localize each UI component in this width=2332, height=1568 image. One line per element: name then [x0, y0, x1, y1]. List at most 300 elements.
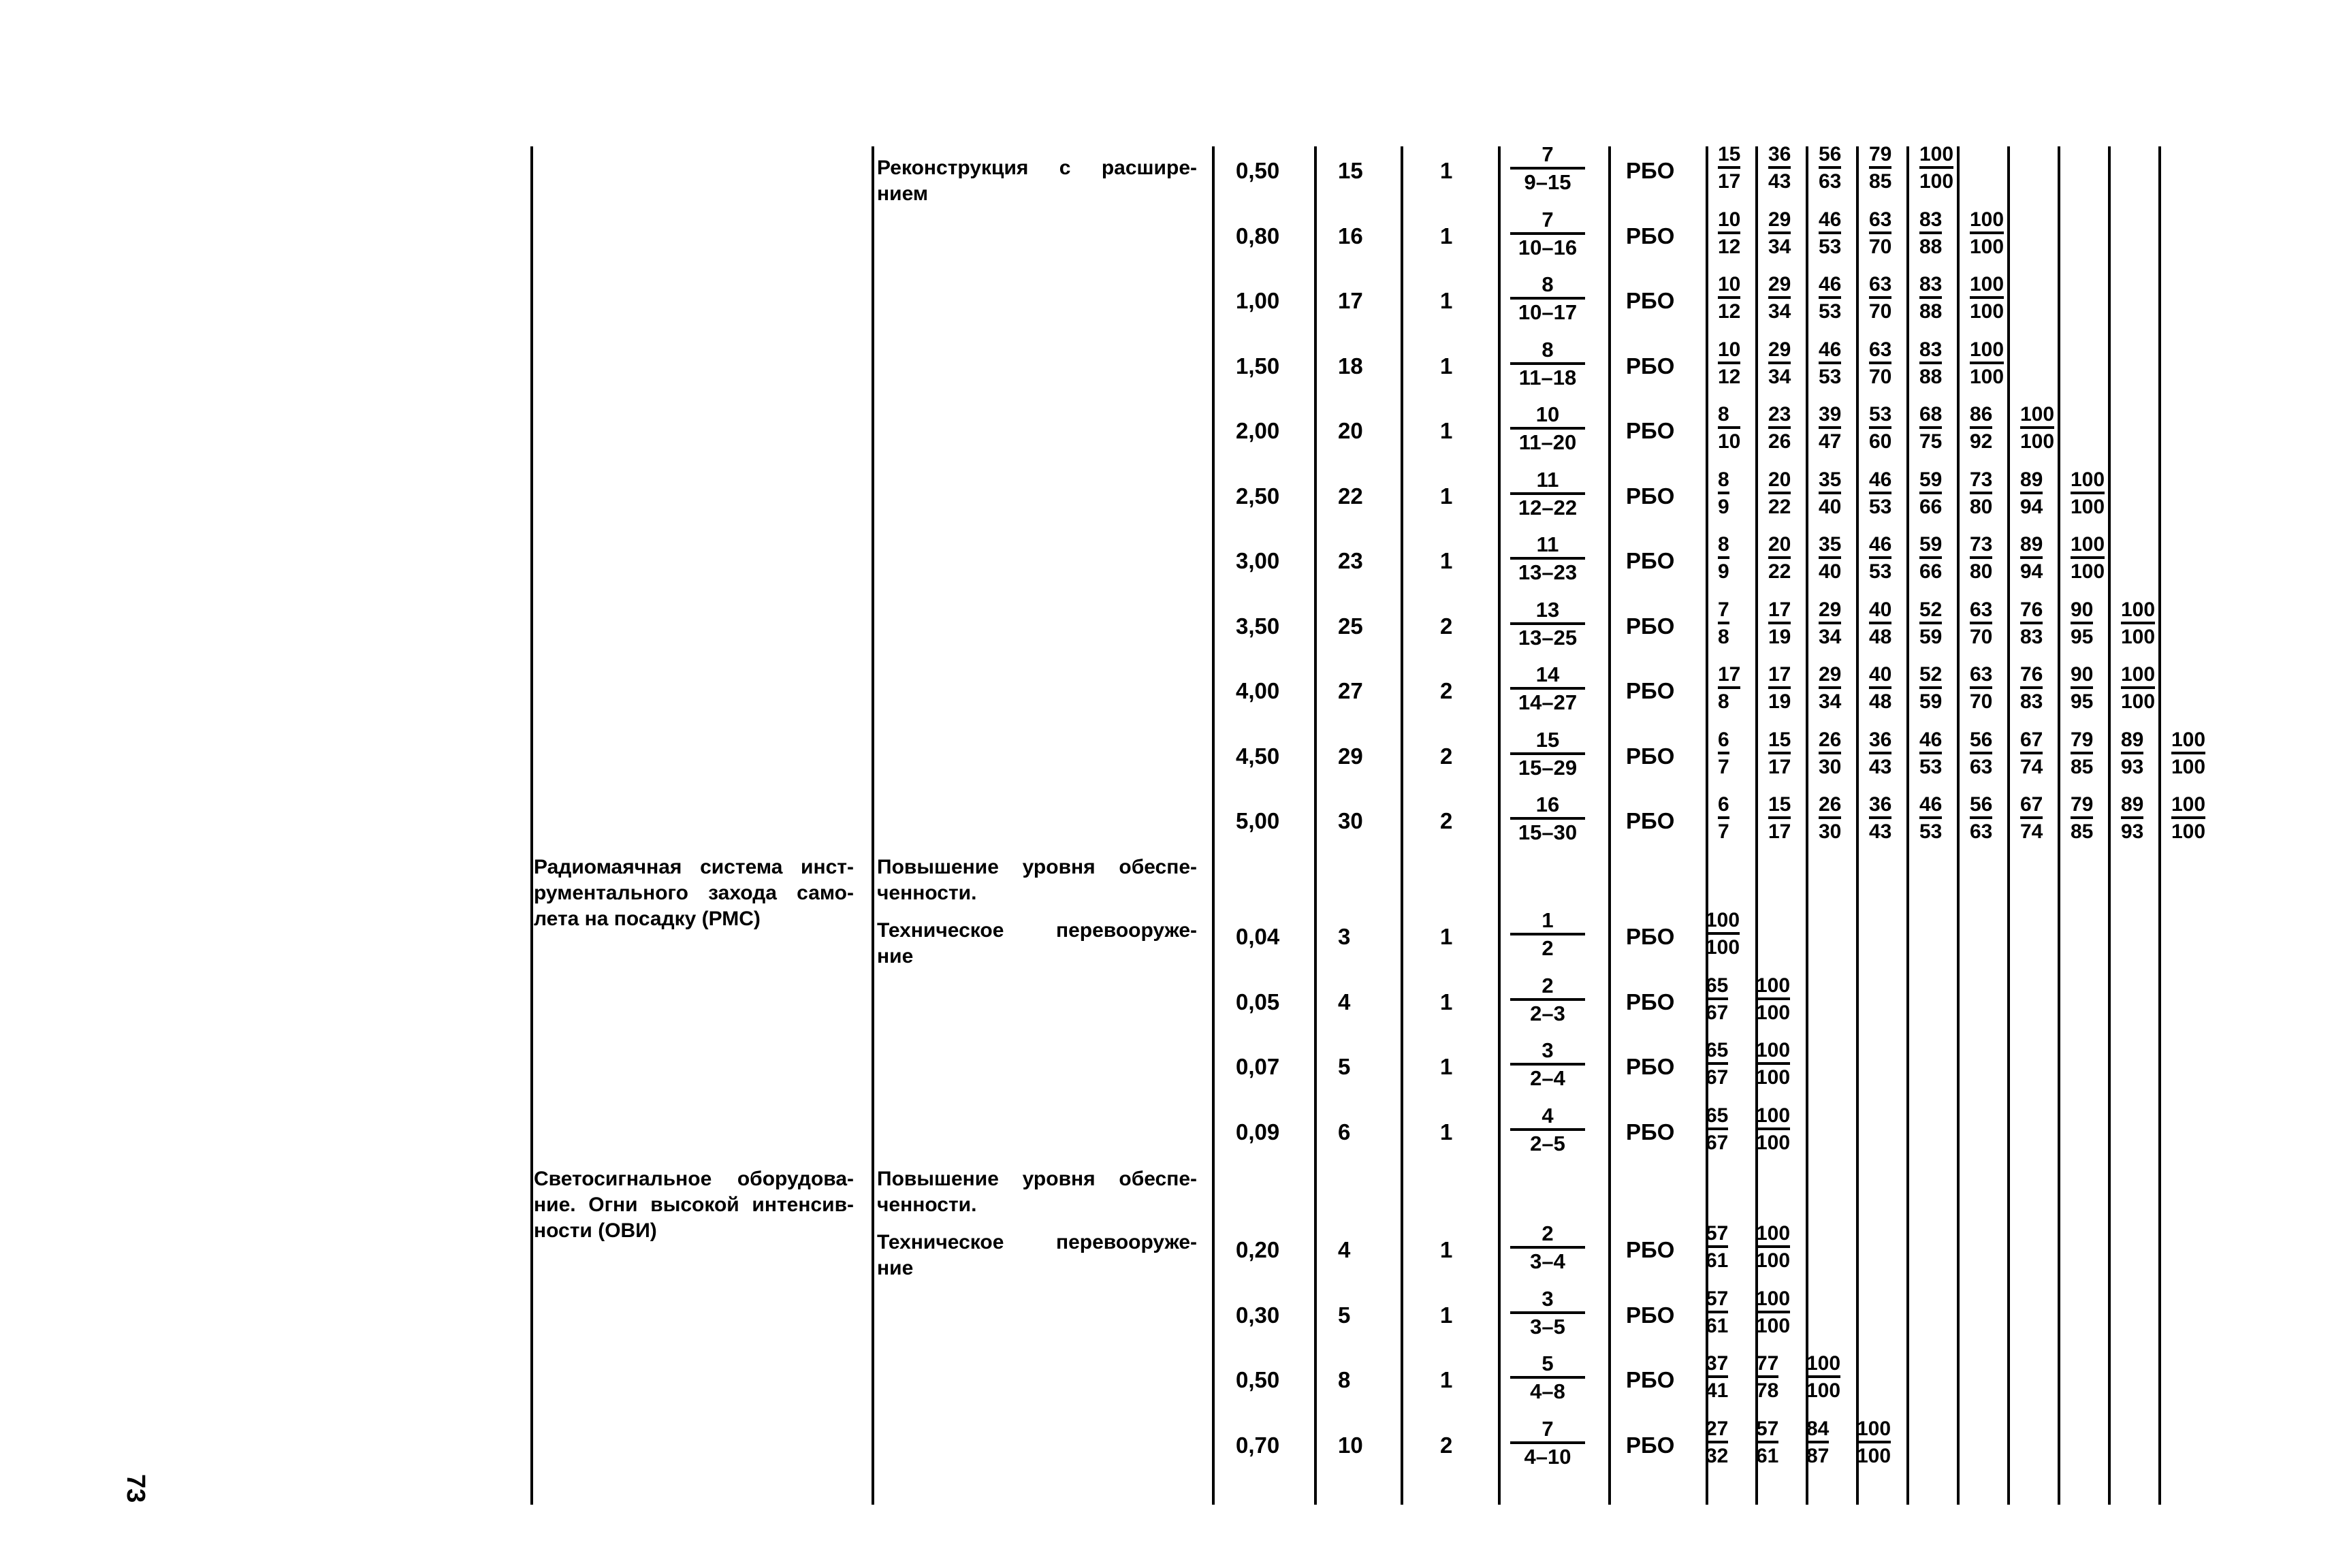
share-denominator: 47	[1819, 430, 1842, 453]
fraction-bar	[1718, 492, 1729, 494]
fraction-bar	[1869, 752, 1891, 754]
row-type: РБО	[1626, 808, 1675, 833]
fraction-bar	[1510, 232, 1585, 235]
fraction-bar	[1970, 622, 1992, 624]
range-fraction	[1510, 1222, 1585, 1273]
fraction-bar	[1869, 492, 1891, 494]
share-numerator: 100	[1756, 1287, 1791, 1310]
share-fraction	[1756, 1352, 1778, 1402]
share-denominator: 63	[1970, 820, 1993, 843]
share-denominator: 70	[1869, 300, 1892, 323]
share-numerator: 52	[1919, 663, 1943, 686]
share-fraction	[1756, 1287, 1790, 1337]
share-numerator: 10	[1718, 273, 1741, 295]
fraction-bar	[1857, 1441, 1891, 1443]
share-denominator: 53	[1819, 366, 1842, 388]
share-numerator: 57	[1706, 1287, 1729, 1310]
share-fraction	[1869, 663, 1891, 713]
share-denominator: 95	[2071, 626, 2094, 648]
share-numerator: 36	[1869, 793, 1892, 816]
fraction-bar	[1510, 492, 1585, 495]
fraction-bar	[1706, 997, 1728, 1000]
share-denominator: 100	[1970, 236, 2004, 258]
share-fraction	[1768, 729, 1791, 778]
fraction-bar	[2171, 816, 2205, 819]
row-value: 0,05	[1236, 989, 1280, 1014]
row-value: 0,50	[1236, 158, 1280, 183]
share-numerator: 100	[1756, 974, 1791, 997]
row-value: 0,70	[1236, 1433, 1280, 1458]
fraction-bar	[1706, 1062, 1728, 1065]
fraction-bar	[2020, 426, 2054, 429]
share-denominator: 100	[1970, 366, 2004, 388]
range-numerator: 2	[1542, 1221, 1554, 1245]
fraction-bar	[1768, 622, 1791, 624]
share-denominator: 60	[1869, 430, 1892, 453]
range-denominator: 9–15	[1524, 170, 1571, 194]
row-value: 0,50	[1236, 1367, 1280, 1392]
share-denominator: 48	[1869, 690, 1892, 713]
fraction-bar	[1919, 752, 1942, 754]
row-col2: 18	[1338, 353, 1363, 379]
share-fraction	[1768, 338, 1791, 388]
row-col2: 4	[1338, 1237, 1351, 1262]
fraction-bar	[1919, 816, 1942, 819]
share-fraction	[2020, 403, 2054, 453]
share-denominator: 78	[1756, 1379, 1779, 1402]
row-col2: 22	[1338, 483, 1363, 509]
share-denominator: 85	[2071, 820, 2094, 843]
range-fraction	[1510, 273, 1585, 324]
share-denominator: 100	[1806, 1379, 1841, 1402]
column-rule	[2108, 146, 2111, 1505]
share-fraction	[2071, 468, 2105, 518]
share-numerator: 17	[1718, 663, 1741, 686]
share-denominator: 93	[2121, 820, 2144, 843]
share-numerator: 100	[2071, 468, 2105, 491]
share-fraction	[1768, 533, 1791, 583]
row-col3: 2	[1440, 613, 1453, 639]
share-denominator: 80	[1970, 560, 1993, 583]
share-fraction	[1819, 598, 1841, 648]
fraction-bar	[1919, 362, 1942, 364]
fraction-bar	[1718, 296, 1740, 299]
share-numerator: 36	[1768, 143, 1791, 165]
fraction-bar	[1718, 816, 1729, 819]
work-type-line: ние	[877, 945, 914, 967]
fraction-bar	[1806, 1375, 1840, 1378]
share-fraction	[1869, 403, 1891, 453]
fraction-bar	[1819, 752, 1841, 754]
share-denominator: 17	[1768, 756, 1791, 778]
fraction-bar	[1869, 556, 1891, 559]
share-numerator: 8	[1718, 468, 1729, 491]
share-fraction	[1919, 338, 1942, 388]
fraction-bar	[1768, 362, 1791, 364]
range-fraction	[1510, 338, 1585, 389]
fraction-bar	[1510, 297, 1585, 300]
share-denominator: 70	[1970, 690, 1993, 713]
share-numerator: 73	[1970, 468, 1993, 491]
share-fraction	[1718, 468, 1729, 518]
share-fraction	[1768, 403, 1791, 453]
system-name-line: ние. Огни высокой интенсив-	[534, 1194, 854, 1216]
range-numerator: 7	[1542, 1417, 1554, 1441]
column-rule	[1212, 146, 1215, 1505]
row-type: РБО	[1626, 548, 1675, 573]
share-fraction	[1857, 1418, 1891, 1467]
share-numerator: 46	[1869, 468, 1892, 491]
share-numerator: 100	[1706, 909, 1740, 931]
share-fraction	[2121, 598, 2155, 648]
share-denominator: 63	[1819, 170, 1842, 193]
share-fraction	[1706, 974, 1728, 1024]
row-col3: 2	[1440, 678, 1453, 703]
share-numerator: 100	[1806, 1352, 1841, 1375]
column-rule	[1608, 146, 1611, 1505]
fraction-bar	[2020, 686, 2043, 689]
share-numerator: 7	[1718, 598, 1729, 621]
share-fraction	[1706, 909, 1740, 959]
fraction-bar	[1510, 752, 1585, 755]
row-type: РБО	[1626, 1367, 1675, 1392]
share-numerator: 26	[1819, 729, 1842, 751]
fraction-bar	[1869, 816, 1891, 819]
row-value: 4,50	[1236, 743, 1280, 769]
share-fraction	[1756, 1104, 1790, 1154]
row-col3: 1	[1440, 483, 1453, 509]
range-denominator: 2–3	[1530, 1002, 1565, 1025]
share-numerator: 46	[1919, 729, 1943, 751]
range-numerator: 10	[1535, 402, 1560, 426]
row-col2: 29	[1338, 743, 1363, 769]
share-denominator: 100	[2171, 756, 2206, 778]
share-denominator: 100	[2020, 430, 2055, 453]
share-fraction	[1869, 533, 1891, 583]
fraction-bar	[1510, 1246, 1585, 1249]
row-col3: 1	[1440, 288, 1453, 313]
row-type: РБО	[1626, 1302, 1675, 1328]
share-denominator: 88	[1919, 300, 1943, 323]
range-numerator: 4	[1542, 1104, 1554, 1127]
share-numerator: 15	[1768, 793, 1791, 816]
share-fraction	[1706, 1222, 1728, 1272]
fraction-bar	[2171, 752, 2205, 754]
fraction-bar	[2020, 492, 2043, 494]
fraction-bar	[1869, 166, 1891, 169]
share-numerator: 89	[2121, 729, 2144, 751]
share-fraction	[1819, 663, 1841, 713]
fraction-bar	[1919, 426, 1942, 429]
share-numerator: 100	[1857, 1418, 1891, 1440]
work-type-line: Повышение уровня обеспе-	[877, 856, 1197, 878]
share-denominator: 92	[1970, 430, 1993, 453]
share-numerator: 100	[2171, 729, 2206, 751]
fraction-bar	[1768, 556, 1791, 559]
row-value: 1,50	[1236, 353, 1280, 379]
share-fraction	[1768, 598, 1791, 648]
share-fraction	[1718, 403, 1740, 453]
range-fraction	[1510, 208, 1585, 259]
share-fraction	[1819, 468, 1841, 518]
row-type: РБО	[1626, 418, 1675, 443]
range-denominator: 12–22	[1518, 496, 1578, 519]
share-denominator: 100	[2071, 560, 2105, 583]
share-fraction	[1706, 1418, 1728, 1467]
share-numerator: 63	[1970, 663, 1993, 686]
share-denominator: 100	[2121, 626, 2156, 648]
share-fraction	[1756, 974, 1790, 1024]
share-numerator: 36	[1869, 729, 1892, 751]
row-type: РБО	[1626, 288, 1675, 313]
range-denominator: 13–23	[1518, 560, 1578, 584]
share-numerator: 10	[1718, 338, 1741, 361]
share-denominator: 53	[1919, 820, 1943, 843]
column-rule	[1314, 146, 1317, 1505]
share-fraction	[2071, 793, 2093, 843]
fraction-bar	[1756, 1245, 1790, 1248]
share-numerator: 100	[2020, 403, 2055, 426]
share-fraction	[1919, 468, 1942, 518]
fraction-bar	[1819, 492, 1841, 494]
fraction-bar	[1510, 167, 1585, 170]
range-fraction	[1510, 468, 1585, 519]
share-denominator: 88	[1919, 366, 1943, 388]
share-numerator: 79	[2071, 793, 2094, 816]
row-col2: 8	[1338, 1367, 1351, 1392]
share-numerator: 83	[1919, 273, 1943, 295]
share-fraction	[2071, 533, 2105, 583]
share-denominator: 100	[2121, 690, 2156, 713]
range-denominator: 2	[1542, 936, 1554, 960]
row-col3: 1	[1440, 989, 1453, 1014]
share-denominator: 80	[1970, 496, 1993, 518]
fraction-bar	[2121, 622, 2155, 624]
share-fraction	[1919, 793, 1942, 843]
fraction-bar	[1756, 1441, 1778, 1443]
share-numerator: 63	[1869, 273, 1892, 295]
share-numerator: 76	[2020, 598, 2043, 621]
share-numerator: 59	[1919, 533, 1943, 556]
share-numerator: 83	[1919, 208, 1943, 231]
fraction-bar	[1970, 686, 1992, 689]
share-denominator: 94	[2020, 496, 2043, 518]
range-denominator: 2–4	[1530, 1066, 1565, 1090]
share-fraction	[1919, 273, 1942, 323]
share-fraction	[1919, 598, 1942, 648]
share-denominator: 53	[1869, 496, 1892, 518]
share-fraction	[1819, 533, 1841, 583]
column-rule	[1498, 146, 1501, 1505]
share-numerator: 35	[1819, 468, 1842, 491]
range-numerator: 8	[1542, 272, 1554, 296]
work-type-line: Повышение уровня обеспе-	[877, 1168, 1197, 1190]
share-fraction	[1718, 663, 1740, 713]
fraction-bar	[1869, 231, 1891, 234]
share-numerator: 67	[2020, 793, 2043, 816]
share-fraction	[1970, 533, 1992, 583]
fraction-bar	[1919, 492, 1942, 494]
share-fraction	[1919, 143, 1953, 193]
system-name-line: Радиомаячная система инст-	[534, 856, 854, 878]
range-numerator: 14	[1535, 662, 1560, 686]
share-fraction	[1819, 338, 1841, 388]
share-denominator: 66	[1919, 496, 1943, 518]
share-fraction	[1970, 208, 2004, 258]
share-fraction	[1718, 338, 1740, 388]
row-col3: 1	[1440, 548, 1453, 573]
fraction-bar	[1768, 166, 1791, 169]
share-denominator: 67	[1706, 1132, 1729, 1154]
share-fraction	[1718, 598, 1729, 648]
fraction-bar	[1768, 686, 1791, 689]
share-denominator: 87	[1806, 1445, 1830, 1467]
share-numerator: 63	[1869, 208, 1892, 231]
share-denominator: 48	[1869, 626, 1892, 648]
share-numerator: 86	[1970, 403, 1993, 426]
row-col2: 16	[1338, 223, 1363, 249]
fraction-bar	[1919, 556, 1942, 559]
share-fraction	[1718, 273, 1740, 323]
row-type: РБО	[1626, 1433, 1675, 1458]
row-col3: 1	[1440, 1054, 1453, 1079]
share-denominator: 100	[2171, 820, 2206, 843]
share-denominator: 9	[1718, 560, 1729, 583]
range-denominator: 15–29	[1518, 756, 1578, 780]
share-fraction	[1706, 1104, 1728, 1154]
share-fraction	[2121, 663, 2155, 713]
share-fraction	[1819, 273, 1841, 323]
work-type-line: ченности.	[877, 1194, 977, 1216]
fraction-bar	[1919, 296, 1942, 299]
row-col2: 25	[1338, 613, 1363, 639]
range-fraction	[1510, 663, 1585, 714]
share-numerator: 65	[1706, 974, 1729, 997]
share-numerator: 100	[2071, 533, 2105, 556]
fraction-bar	[1718, 426, 1740, 429]
share-numerator: 100	[1756, 1222, 1791, 1245]
fraction-bar	[1510, 362, 1585, 365]
range-fraction	[1510, 974, 1585, 1025]
share-fraction	[1768, 143, 1791, 193]
fraction-bar	[1970, 296, 2004, 299]
row-col3: 1	[1440, 353, 1453, 379]
share-denominator: 12	[1718, 236, 1741, 258]
share-denominator: 100	[1756, 1066, 1791, 1089]
row-type: РБО	[1626, 353, 1675, 379]
fraction-bar	[1510, 1441, 1585, 1444]
share-numerator: 63	[1970, 598, 1993, 621]
share-denominator: 17	[1718, 170, 1741, 193]
range-denominator: 10–17	[1518, 300, 1578, 324]
share-numerator: 100	[1919, 143, 1954, 165]
fraction-bar	[2071, 686, 2093, 689]
fraction-bar	[2071, 492, 2105, 494]
row-col3: 1	[1440, 158, 1453, 183]
row-value: 3,50	[1236, 613, 1280, 639]
range-numerator: 5	[1542, 1351, 1554, 1375]
share-fraction	[1919, 663, 1942, 713]
work-type	[877, 918, 1197, 970]
share-fraction	[2020, 468, 2043, 518]
fraction-bar	[1970, 426, 1992, 429]
share-denominator: 12	[1718, 366, 1741, 388]
share-numerator: 40	[1869, 598, 1892, 621]
share-fraction	[1970, 273, 2004, 323]
share-numerator: 100	[1970, 338, 2004, 361]
share-fraction	[1768, 273, 1791, 323]
share-numerator: 89	[2020, 468, 2043, 491]
fraction-bar	[1768, 231, 1791, 234]
range-numerator: 3	[1542, 1038, 1554, 1062]
fraction-bar	[1510, 427, 1585, 430]
share-numerator: 100	[2171, 793, 2206, 816]
fraction-bar	[1869, 686, 1891, 689]
fraction-bar	[1718, 231, 1740, 234]
fraction-bar	[1819, 296, 1841, 299]
row-value: 2,50	[1236, 483, 1280, 509]
range-fraction	[1510, 403, 1585, 454]
fraction-bar	[1706, 1375, 1728, 1378]
share-denominator: 30	[1819, 756, 1842, 778]
row-value: 5,00	[1236, 808, 1280, 833]
fraction-bar	[2020, 622, 2043, 624]
range-fraction	[1510, 793, 1585, 844]
share-denominator: 94	[2020, 560, 2043, 583]
share-numerator: 56	[1819, 143, 1842, 165]
work-type-line: Техническое перевооруже-	[877, 919, 1197, 942]
fraction-bar	[1970, 816, 1992, 819]
share-numerator: 57	[1756, 1418, 1779, 1440]
fraction-bar	[1706, 932, 1740, 935]
share-denominator: 70	[1869, 236, 1892, 258]
share-denominator: 19	[1768, 690, 1791, 713]
share-fraction	[1919, 208, 1942, 258]
row-col2: 17	[1338, 288, 1363, 313]
share-numerator: 65	[1706, 1104, 1729, 1127]
share-fraction	[1819, 729, 1841, 778]
row-type: РБО	[1626, 1054, 1675, 1079]
range-denominator: 3–4	[1530, 1249, 1565, 1273]
range-denominator: 13–25	[1518, 626, 1578, 650]
share-fraction	[1970, 729, 1992, 778]
range-denominator: 11–20	[1518, 430, 1577, 454]
fraction-bar	[1869, 362, 1891, 364]
row-col3: 1	[1440, 1367, 1453, 1392]
share-fraction	[2121, 793, 2143, 843]
share-denominator: 100	[1706, 936, 1740, 959]
work-type-line: Техническое перевооруже-	[877, 1231, 1197, 1253]
share-numerator: 8	[1718, 403, 1729, 426]
share-fraction	[1706, 1352, 1728, 1402]
row-value: 0,07	[1236, 1054, 1280, 1079]
range-denominator: 10–16	[1518, 236, 1578, 259]
fraction-bar	[1510, 687, 1585, 690]
fraction-bar	[1869, 622, 1891, 624]
share-denominator: 40	[1819, 560, 1842, 583]
share-numerator: 100	[2121, 598, 2156, 621]
system-name-line: лета на посадку (РМС)	[534, 908, 761, 930]
range-fraction	[1510, 729, 1585, 780]
share-fraction	[1819, 403, 1841, 453]
fraction-bar	[1718, 556, 1729, 559]
row-col2: 10	[1338, 1433, 1363, 1458]
share-fraction	[1819, 793, 1841, 843]
fraction-bar	[1970, 556, 1992, 559]
row-type: РБО	[1626, 223, 1675, 249]
fraction-bar	[1819, 622, 1841, 624]
share-denominator: 61	[1706, 1315, 1729, 1337]
